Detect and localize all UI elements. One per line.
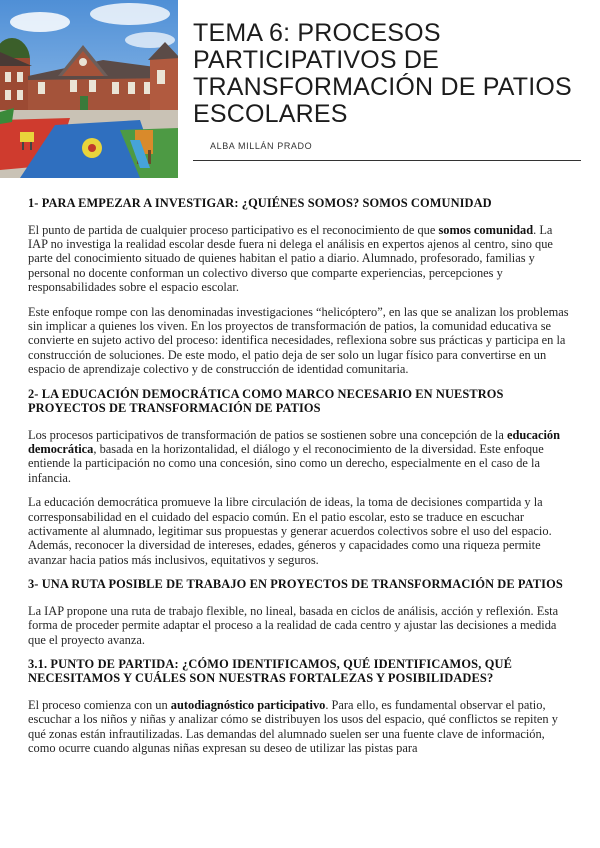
section-heading: 1- PARA EMPEZAR A INVESTIGAR: ¿QUIÉNES SOMOS? SOMOS COMUNIDAD xyxy=(28,196,492,210)
paragraph: La educación democrática promueve la libre circulación de ideas, la toma de decisiones compartida y la corresponsabilidad en el cuidado del espacio común. En el patio escolar, esto se traduce en escuchar activamente al alumnado, legitimar sus propuestas y generar acuerdos colectivos sobre el uso del espacio. Además, reconocer la diversidad de intereses, edades, géneros y capacidades como una riqueza permite avanzar hacia patios más inclusivos, equitativos y seguros. xyxy=(28,495,552,567)
section-heading: 3- UNA RUTA POSIBLE DE TRABAJO EN PROYECTOS DE TRANSFORMACIÓN DE PATIOS xyxy=(28,577,563,592)
paragraph: La IAP propone una ruta de trabajo flexible, no lineal, basada en ciclos de análisis, acción y reflexión. Esta forma de proceder permite adaptar el proceso a la realidad de cada centro y ajustar las decisiones a medida que el proyecto avanza. xyxy=(28,603,559,647)
author-name: ALBA MILLÁN PRADO xyxy=(210,141,313,151)
title-divider xyxy=(193,160,581,161)
title-block xyxy=(193,20,588,128)
school-courtyard-image xyxy=(0,0,178,178)
document-body xyxy=(28,196,573,766)
paragraph: El punto de partida de cualquier proceso participativo es el reconocimiento de que somos comunidad. La IAP no investiga la realidad escolar desde fuera ni delega el análisis en expertos ajenos al centro, sino que parte del conocimiento situado de quienes habitan el patio a diario. Alumnado, profesorado, familias y personal no docente conforman un colectivo diverso que comparte experiencias, percepciones y responsabilidades sobre el espacio escolar. xyxy=(28,222,553,295)
page-title: TEMA 6: PROCESOS PARTICIPATIVOS DE TRANSFORMACIÓN DE PATIOS ESCOLARES xyxy=(193,19,572,128)
section-heading: 2- LA EDUCACIÓN DEMOCRÁTICA COMO MARCO NECESARIO EN NUESTROS PROYECTOS DE TRANSFORMACIÓN DE PATIOS xyxy=(28,386,504,416)
paragraph: El proceso comienza con un autodiagnóstico participativo. Para ello, es fundamental observar el patio, escuchar a los niños y niñas y analizar cómo se distribuyen los usos del espacio, qué conflictos se repiten y qué zonas están infrautilizadas. Las demandas del alumnado suelen ser una fuente clave de información, como ocurre cuando algunas niñas expresan su deseo de utilizar las pistas para xyxy=(28,697,558,756)
paragraph: Los procesos participativos de transformación de patios se sostienen sobre una concepción de la educación democrática, basada en la horizontalidad, el diálogo y el reconocimiento de la diversidad. Este enfoque entiende la participación no como una concesión, sino como un derecho, especialmente en el caso de la infancia. xyxy=(28,427,560,485)
subsection-heading: 3.1. PUNTO DE PARTIDA: ¿CÓMO IDENTIFICAMOS, QUÉ IDENTIFICAMOS, QUÉ NECESITAMOS Y CUÁLES SON NUESTRAS FORTALEZAS Y POSIBILIDADES? xyxy=(28,656,513,686)
paragraph: Este enfoque rompe con las denominadas investigaciones “helicóptero”, en las que se analizan los problemas sin implicar a quienes los viven. En los proyectos de transformación de patios, la comunidad educativa se convierte en sujeto activo del proceso: identifica necesidades, reflexiona sobre sus prácticas y participa en la construcción de soluciones. De este modo, el patio deja de ser solo un lugar físico para convertirse en un espacio de aprendizaje colectivo y de construcción de identidad comunitaria. xyxy=(28,304,569,377)
